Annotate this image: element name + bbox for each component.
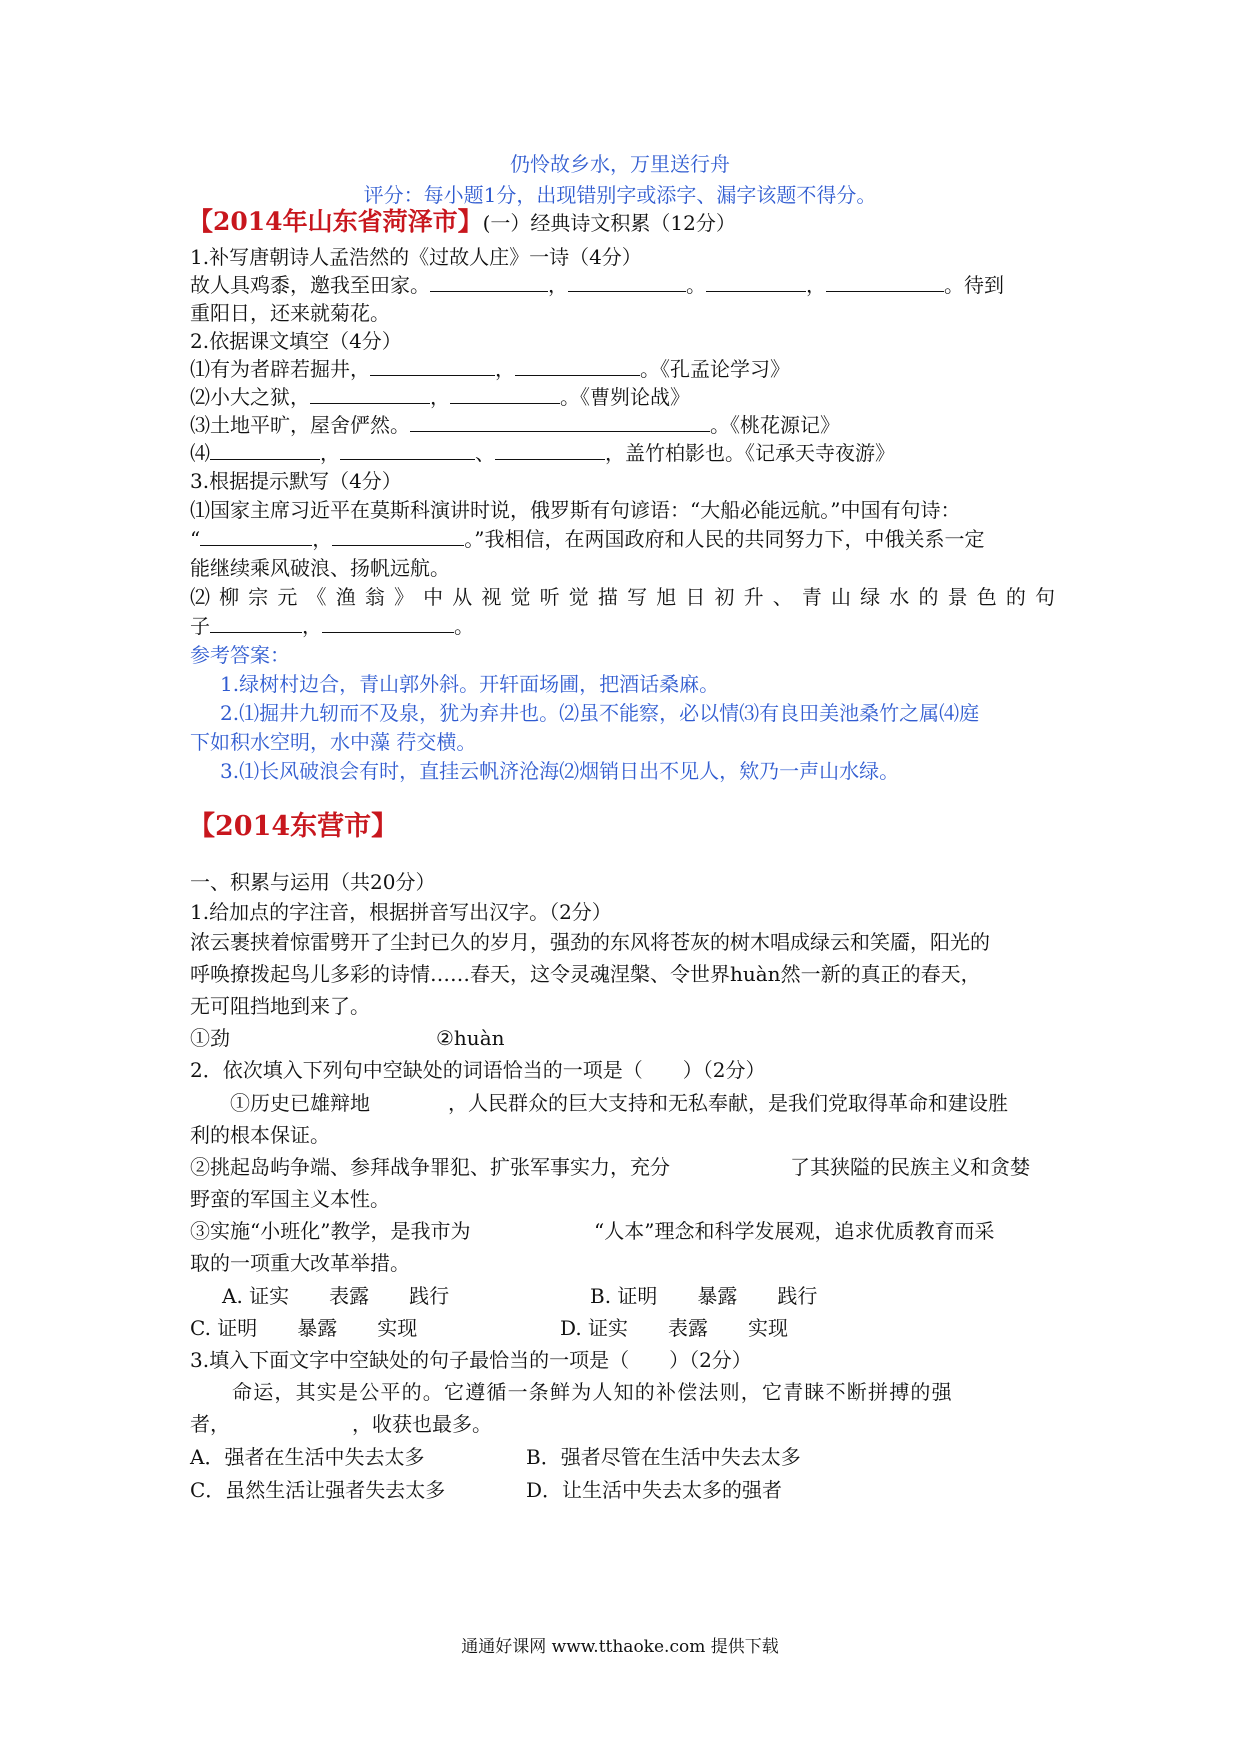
punct: ， [312, 527, 333, 551]
punct: 、 [475, 441, 495, 465]
dongying-q2-s2a: ②挑起岛屿争端、参拜战争罪犯、扩张军事实力，充分 [190, 1155, 670, 1179]
heze-q3-title: 3.根据提示默写（4分） [190, 469, 402, 493]
answer-label: 参考答案： [190, 643, 290, 667]
heze-q2-item2 [190, 383, 690, 411]
dongying-section-title: 一、积累与运用（共20分） [190, 870, 436, 894]
dongying-q1-option1: ①劲 [190, 1026, 230, 1050]
blank-field[interactable] [706, 271, 806, 292]
heze-header [188, 208, 736, 237]
punct: 。 [454, 614, 474, 638]
blank-field[interactable] [322, 612, 454, 633]
item-text: ⑴有为者辟若掘井， [190, 357, 370, 381]
poem-line: 仍怜故乡水，万里送行舟 [510, 152, 730, 176]
dongying-q3-para1: 命运，其实是公平的。它遵循一条鲜为人知的补偿法则，它青睐不断拼搏的强 [232, 1380, 953, 1404]
punct: ， [806, 273, 826, 297]
heze-q2-item1 [190, 355, 790, 383]
dongying-q1-para2: 呼唤撩拨起鸟儿多彩的诗情……春天，这令灵魂涅槃、令世界huàn然一新的真正的春天， [190, 962, 981, 986]
dongying-q2-s2b: 了其狭隘的民族主义和贪婪 [790, 1155, 1030, 1179]
blank-field[interactable] [370, 355, 495, 376]
dongying-q3-option-d[interactable]: D．让生活中失去太多的强者 [526, 1478, 783, 1502]
dongying-q2-s3b: “人本”理念和科学发展观，追求优质教育而采 [594, 1219, 995, 1243]
item-text: ⑶土地平旷，屋舍俨然。 [190, 413, 410, 437]
dongying-q2-option-c[interactable]: C. 证明 暴露 实现 [190, 1316, 418, 1340]
punct: ， [495, 357, 515, 381]
blank-field[interactable] [568, 271, 686, 292]
dongying-q2-s3a: ③实施“小班化”教学，是我市为 [190, 1219, 471, 1243]
blank-field[interactable] [200, 525, 312, 546]
item-text: 子 [190, 614, 210, 638]
heze-q3-item1-line2 [190, 525, 984, 553]
blank-field[interactable] [495, 439, 605, 460]
dongying-q2-s1c: 利的根本保证。 [190, 1123, 330, 1147]
dongying-q3-title: 3.填入下面文字中空缺处的句子最恰当的一项是（ ）（2分） [190, 1348, 752, 1372]
punct: “ [190, 527, 201, 551]
blank-field[interactable] [430, 271, 548, 292]
blank-field[interactable] [826, 271, 944, 292]
heze-header-title: 【2014年山东省菏泽市】 [188, 207, 483, 236]
heze-q2-title: 2.依据课文填空（4分） [190, 329, 402, 353]
heze-header-subtitle: (一）经典诗文积累（12分） [482, 211, 736, 235]
dongying-q3-para2a: 者， [190, 1412, 230, 1436]
answer-2-line2: 下如积水空明，水中藻 荇交横。 [190, 730, 477, 754]
item-text: ⑷ [190, 441, 210, 465]
item-source: 。《孔孟论学习》 [640, 357, 790, 381]
dongying-q3-para2b: ，收获也最多。 [352, 1412, 492, 1436]
heze-q3-item2-line1: ⑵柳宗元《渔翁》中从视觉听觉描写旭日初升、青山绿水的景色的句 [190, 585, 1056, 609]
heze-q3-item1-line1: ⑴国家主席习近平在莫斯科演讲时说，俄罗斯有句谚语：“大船必能远航。”中国有句诗： [190, 498, 961, 522]
item-source: 。《曹刿论战》 [560, 385, 690, 409]
punct: ， [548, 273, 568, 297]
heze-q3-item2-line2 [190, 612, 474, 640]
item-text: 。”我相信，在两国政府和人民的共同努力下，中俄关系一定 [464, 527, 985, 551]
item-text: ⑵小大之狱， [190, 385, 310, 409]
dongying-q2-option-a[interactable]: A. 证实 表露 践行 [222, 1284, 450, 1308]
dongying-header-title: 【2014东营市】 [188, 811, 399, 842]
answer-3: 3.⑴长风破浪会有时，直挂云帆济沧海⑵烟销日出不见人，欸乃一声山水绿。 [220, 759, 900, 783]
dongying-q2-option-b[interactable]: B. 证明 暴露 践行 [590, 1284, 818, 1308]
dongying-q2-s1b: ，人民群众的巨大支持和无私奉献，是我们党取得革命和建设胜 [448, 1091, 1008, 1115]
blank-field[interactable] [210, 439, 320, 460]
dongying-q3-option-c[interactable]: C．虽然生活让强者失去太多 [190, 1478, 446, 1502]
heze-q3-item1-line3: 能继续乘风破浪、扬帆远航。 [190, 556, 450, 580]
heze-q1-line1 [190, 271, 1004, 299]
dongying-q2-s3c: 取的一项重大改革举措。 [190, 1251, 410, 1275]
blank-field[interactable] [450, 383, 560, 404]
dongying-q3-option-a[interactable]: A．强者在生活中失去太多 [190, 1445, 425, 1469]
dongying-q2-s1a: ①历史已雄辩地 [230, 1091, 370, 1115]
heze-q1-text: 故人具鸡黍，邀我至田家。 [190, 273, 430, 297]
punct: ， [302, 614, 322, 638]
answer-1: 1.绿树村边合，青山郭外斜。开轩面场圃，把酒话桑麻。 [220, 672, 720, 696]
punct: 。 [686, 273, 706, 297]
blank-field[interactable] [210, 612, 302, 633]
heze-q1-title: 1.补写唐朝诗人孟浩然的《过故人庄》一诗（4分） [190, 245, 642, 269]
blank-field[interactable] [515, 355, 640, 376]
blank-field[interactable] [310, 383, 430, 404]
dongying-q3-option-b[interactable]: B．强者尽管在生活中失去太多 [526, 1445, 801, 1469]
heze-q2-item3 [190, 411, 840, 439]
dongying-q2-option-d[interactable]: D. 证实 表露 实现 [560, 1316, 789, 1340]
dongying-q2-s2c: 野蛮的军国主义本性。 [190, 1187, 390, 1211]
punct: ， [320, 441, 340, 465]
dongying-q1-option2: ②huàn [436, 1026, 505, 1050]
dongying-q1-para3: 无可阻挡地到来了。 [190, 994, 370, 1018]
punct: 。待到 [944, 273, 1004, 297]
footer-download-note: 通通好课网 www.tthaoke.com 提供下载 [461, 1637, 779, 1657]
scoring-note: 评分：每小题1分，出现错别字或添字、漏字该题不得分。 [363, 183, 877, 207]
dongying-q2-title: 2．依次填入下列句中空缺处的词语恰当的一项是（ ）（2分） [190, 1058, 766, 1082]
punct: ， [430, 385, 450, 409]
item-source: ，盖竹柏影也。《记承天寺夜游》 [605, 441, 895, 465]
dongying-header [188, 810, 398, 845]
dongying-q1-para1: 浓云裹挟着惊雷劈开了尘封已久的岁月，强劲的东风将苍灰的树木唱成绿云和笑靥，阳光的 [190, 930, 990, 954]
dongying-q1-title: 1.给加点的字注音，根据拼音写出汉字。（2分） [190, 900, 612, 924]
blank-field[interactable] [410, 411, 710, 432]
answer-2-line1: 2.⑴掘井九轫而不及泉，犹为弃井也。⑵虽不能察，必以情⑶有良田美池桑竹之属⑷庭 [220, 701, 980, 725]
item-source: 。《桃花源记》 [710, 413, 840, 437]
heze-q1-line2: 重阳日，还来就菊花。 [190, 301, 390, 325]
heze-q2-item4 [190, 439, 895, 467]
blank-field[interactable] [340, 439, 475, 460]
blank-field[interactable] [332, 525, 464, 546]
